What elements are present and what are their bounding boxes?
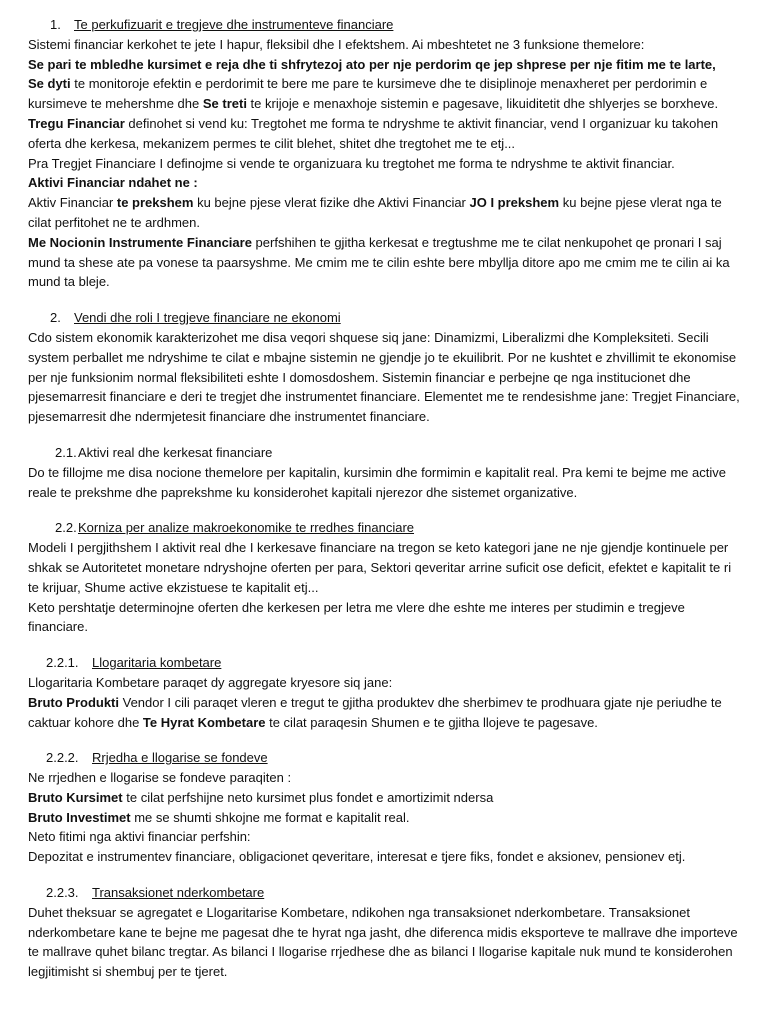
heading-text: Te perkufizuarit e tregjeve dhe instrumenteve financiare [74,17,394,32]
paragraph: Bruto Produkti Vendor I cili paraqet vleren e tregut te gjitha produktev dhe sherbimev te prodhuara gjate nje periudhe te caktuar kohore dhe Te Hyrat Kombetare te cilat paraqesin Shumen e te gjitha llojeve te pagesave. [28,694,722,730]
paragraph: Ne rrjedhen e llogarise se fondeve paraqiten : [28,770,292,786]
heading-text: Transaksionet nderkombetare [92,885,265,901]
paragraph: Aktivi Financiar ndahet ne : [28,175,198,191]
paragraph: Aktiv Financiar te prekshem ku bejne pjese vlerat fizike dhe Aktivi Financiar JO I prekshem ku bejne pjese vlerat nga te cilat perfitohet ne te ardhmen. [28,195,722,230]
heading-number: 2. [50,310,61,326]
paragraph: Depozitat e instrumentev financiare, obligacionet qeveritare, interesat e tjere fiks, fondet e aksionev, pensionev etj. [28,849,686,865]
paragraph: Keto pershtatje determinojne oferten dhe kerkesen per letra me vlere dhe eshte me interes per studimin e tregjeve financiare. [28,599,685,635]
section-heading-2 [28,308,740,328]
paragraph: Bruto Kursimet te cilat perfshijne neto kursimet plus fondet e amortizimit ndersa [28,789,494,805]
heading-number: 2.1. [55,444,77,460]
section-heading-2-2-3 [28,883,740,903]
section-heading-2-2-2 [28,748,740,768]
paragraph: Cdo sistem ekonomik karakterizohet me disa veqori shquese siq jane: Dinamizmi, Liberalizmi dhe Kompleksiteti. Secili system perballet me ndryshime te cilat e mbajne sistemin ne gjendje jo te ekuilibrit. Por ne kushtet e zhvillimit te ekonomise per nje funksionim normal fleksibiliteti eshte I domosdoshem. Sistemin financiar e perbejne qe nga institucionet dhe pjesemarresit financiare e deri te tregjet dhe instrumentet financiare. Elementet me te rendesishme jane: Tregjet Financiare, pjesemarresit dhe ndermjetesit financiare dhe instrumentet financiare. [28,329,740,425]
paragraph: Se pari te mbledhe kursimet e reja dhe ti shfrytezoj ato per nje perdorim qe jep shprese per nje fitim me te larte, [28,56,716,72]
paragraph: Me Nocionin Instrumente Financiare perfshihen te gjitha kerkesat e tregtushme me te cilat nenkupohet qe pronari I saj mund ta shese ate pa vonese ta paarsyshme. Me cmim me te cilin eshte bere mbyllja ditore apo me cmim me te cilin ai ka mund ta bleje. [28,234,730,290]
paragraph: Neto fitimi nga aktivi financiar perfshin: [28,829,251,845]
heading-number: 2.2. [55,520,77,536]
paragraph: Bruto Investimet me se shumti shkojne me format e kapitalit real. [28,809,410,825]
section-heading-2-1 [28,443,740,463]
heading-text: Rrjedha e llogarise se fondeve [92,750,268,766]
heading-text: Llogaritaria kombetare [92,655,222,671]
heading-number: 2.2.3. [46,885,79,901]
heading-number: 1. [50,17,61,32]
section-heading-2-2 [28,518,740,538]
paragraph: Modeli I pergjithshem I aktivit real dhe I kerkesave financiare na tregon se keto kategori jane ne nje gjendje kontinuele per shkak se Autoritetet monetare ndryshojne oferten per para, Sektori qeveritar arrine suficit ose deficit, efektet e kapitalit te ri te krijuar, Shume active ekzistuese te kapitalit etj... [28,540,732,595]
paragraph: Se dyti te monitoroje efektin e perdorimit te bere me pare te kursimeve dhe te disiplinoje menaxheret per perdorimin e kursimeve te mehershme dhe Se treti te krijoje e menaxhoje sistemin e pagesave, likuiditetit dhe shlyerjes se borxheve. [28,76,719,112]
document-page [28,15,740,982]
paragraph: Duhet theksuar se agregatet e Llogaritarise Kombetare, ndikohen nga transaksionet nderkombetare. Transaksionet nderkombetare kane te bejne me pagesat dhe te hyrat nga jasht, dhe diferenca midis eksporteve te mallrave dhe importeve te mallrave quhet bilanc tregtar. As bilanci I llogarise rrjedhese dhe as bilanci I llogarise kapitale nuk mund te konsiderohen legjitimisht si shembuj per te tjeret. [28,904,738,980]
paragraph: Llogaritaria Kombetare paraqet dy aggregate kryesore siq jane: [28,674,393,690]
paragraph: Pra Tregjet Financiare I definojme si vende te organizuara ku tregtohet me forma te ndryshme te aktivit financiar. [28,155,675,171]
section-heading-2-2-1 [28,653,740,673]
section-heading-1 [28,15,740,35]
heading-number: 2.2.1. [46,655,79,671]
paragraph: Do te fillojme me disa nocione themelore per kapitalin, kursimin dhe formimin e kapitalit real. Pra kemi te bejme me active reale te prekshme dhe paprekshme ku konsiderohet kapitali njerezor dhe sistemet organizative. [28,464,726,500]
heading-text: Aktivi real dhe kerkesat financiare [78,444,273,460]
paragraph: Sistemi financiar kerkohet te jete I hapur, fleksibil dhe I efektshem. Ai mbeshtetet ne 3 funksione themelore: [28,36,645,52]
heading-text: Vendi dhe roli I tregjeve financiare ne ekonomi [74,310,341,326]
heading-number: 2.2.2. [46,750,79,766]
heading-text: Korniza per analize makroekonomike te rredhes financiare [78,520,415,536]
paragraph: Tregu Financiar definohet si vend ku: Tregtohet me forma te ndryshme te aktivit financiar, vend I organizuar ku takohen oferta dhe kerkesa, mekanizem permes te cilit blehet, shitet dhe tregtohet me te etj... [28,115,719,151]
